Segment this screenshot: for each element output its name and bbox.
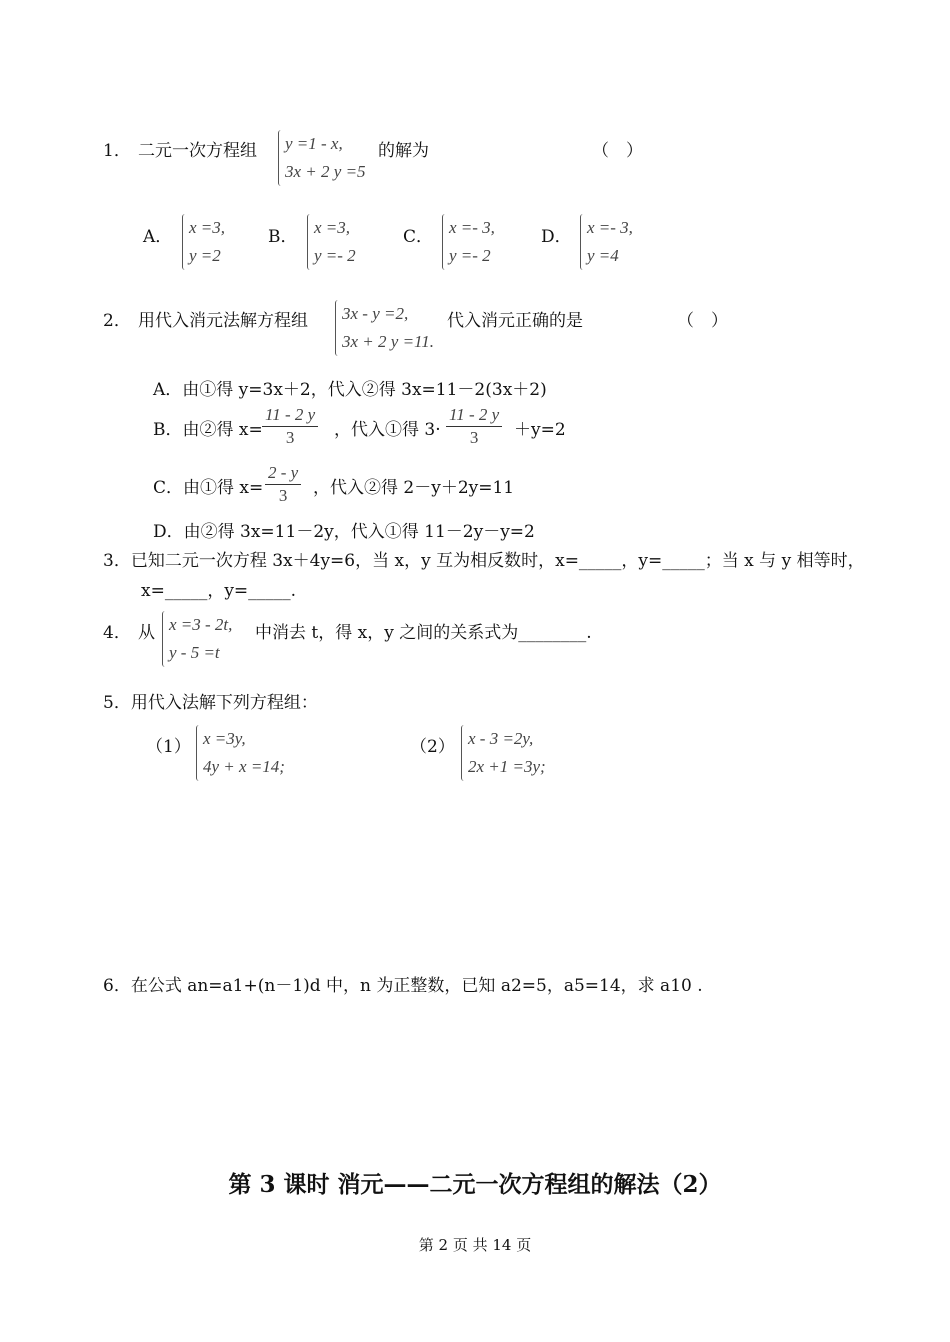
q1-number: 1． bbox=[103, 141, 131, 161]
q2-eq2: 3x + 2 y =11. bbox=[342, 332, 435, 351]
q3-line1: 3．已知二元一次方程 3x＋4y=6，当 x，y 互为相反数时，x=_____，y=_____；当 x 与 y 相等时， bbox=[103, 551, 865, 571]
q2-option-b-mid: ，代入①得 3· bbox=[334, 420, 441, 440]
page-footer: 第 2 页 共 14 页 bbox=[418, 1236, 532, 1254]
q5-part1-label: （1） bbox=[146, 737, 191, 757]
q1-option-b-eq1: x =3, bbox=[314, 218, 351, 237]
q4-eq2: y - 5 =t bbox=[169, 643, 220, 662]
q1-option-d-eq2: y =4 bbox=[587, 246, 619, 265]
q1-option-b-label: B． bbox=[268, 227, 298, 247]
q2-answer-paren: （ ） bbox=[677, 311, 728, 331]
q1-option-d-label: D． bbox=[541, 227, 572, 247]
q1-answer-paren: （ ） bbox=[592, 141, 643, 161]
q4-pre: 从 bbox=[138, 623, 155, 643]
q1-option-a-eq1: x =3, bbox=[189, 218, 226, 237]
q1-option-c-eq2: y =- 2 bbox=[449, 246, 491, 265]
q2-option-c-numerator: 2 - y bbox=[265, 462, 301, 485]
q2-tail: 代入消元正确的是 bbox=[447, 311, 583, 331]
q4-eq1: x =3 - 2t, bbox=[169, 615, 233, 634]
q2-eq1: 3x - y =2, bbox=[342, 304, 409, 323]
q2-option-b-post: ＋y=2 bbox=[514, 420, 566, 440]
q1-option-d-system bbox=[580, 214, 633, 270]
q1-option-a-label: A． bbox=[143, 227, 173, 247]
q4-system bbox=[162, 611, 232, 667]
q1-option-c-eq1: x =- 3, bbox=[449, 218, 495, 237]
q2-option-b-denominator: 3 bbox=[285, 428, 295, 447]
q1-eq2: 3x + 2 y =5 bbox=[285, 162, 366, 181]
q1-tail: 的解为 bbox=[378, 141, 429, 161]
q2-option-c-pre: C．由①得 x= bbox=[153, 478, 264, 498]
q5-part2-eq2: 2x +1 =3y; bbox=[468, 757, 546, 776]
q5-part2-label: （2） bbox=[410, 737, 455, 757]
q4-number: 4． bbox=[103, 623, 131, 643]
q5-part2-eq1: x - 3 =2y, bbox=[468, 729, 534, 748]
q3-line2: x=_____，y=_____. bbox=[141, 581, 297, 601]
q2-option-b-numerator: 11 - 2 y bbox=[262, 404, 318, 427]
q1-option-b-system bbox=[307, 214, 356, 270]
q2-text: 用代入消元法解方程组 bbox=[138, 311, 308, 331]
q2-system bbox=[335, 300, 434, 356]
q2-option-c-denominator: 3 bbox=[278, 486, 288, 505]
q1-text: 二元一次方程组 bbox=[138, 141, 257, 161]
q1-option-a-system bbox=[182, 214, 225, 270]
q1-option-a-eq2: y =2 bbox=[189, 246, 221, 265]
q6-text: 6．在公式 an=a1+(n－1)d 中，n 为正整数，已知 a2=5，a5=14，求 a10 . bbox=[103, 976, 703, 996]
q2-option-b-fraction2 bbox=[446, 404, 502, 449]
q5-part2-system bbox=[461, 725, 546, 781]
q2-option-c-post: ，代入②得 2－y＋2y=11 bbox=[313, 478, 515, 498]
q2-option-b-pre: B．由②得 x= bbox=[153, 420, 263, 440]
q2-option-c-fraction bbox=[265, 462, 301, 507]
q1-system bbox=[278, 130, 366, 186]
q2-option-a: A．由①得 y=3x＋2，代入②得 3x=11－2(3x＋2) bbox=[153, 380, 547, 400]
section-title: 第 3 课时 消元——二元一次方程组的解法（2） bbox=[228, 1171, 722, 1198]
q4-post: 中消去 t，得 x，y 之间的关系式为________. bbox=[255, 623, 592, 643]
q1-option-b-eq2: y =- 2 bbox=[314, 246, 356, 265]
q1-option-c-system bbox=[442, 214, 495, 270]
q1-option-c-label: C． bbox=[403, 227, 434, 247]
q5-text: 5．用代入法解下列方程组： bbox=[103, 693, 318, 713]
q2-option-b-numerator2: 11 - 2 y bbox=[446, 404, 502, 427]
q2-option-d: D．由②得 3x=11－2y，代入①得 11－2y－y=2 bbox=[153, 522, 535, 542]
q2-option-b-denominator2: 3 bbox=[469, 428, 479, 447]
q5-part1-system bbox=[196, 725, 285, 781]
q2-option-b-fraction bbox=[262, 404, 318, 449]
q5-part1-eq2: 4y + x =14; bbox=[203, 757, 285, 776]
q1-eq1: y =1 - x, bbox=[285, 134, 343, 153]
q2-number: 2． bbox=[103, 311, 131, 331]
q1-option-d-eq1: x =- 3, bbox=[587, 218, 633, 237]
q5-part1-eq1: x =3y, bbox=[203, 729, 246, 748]
